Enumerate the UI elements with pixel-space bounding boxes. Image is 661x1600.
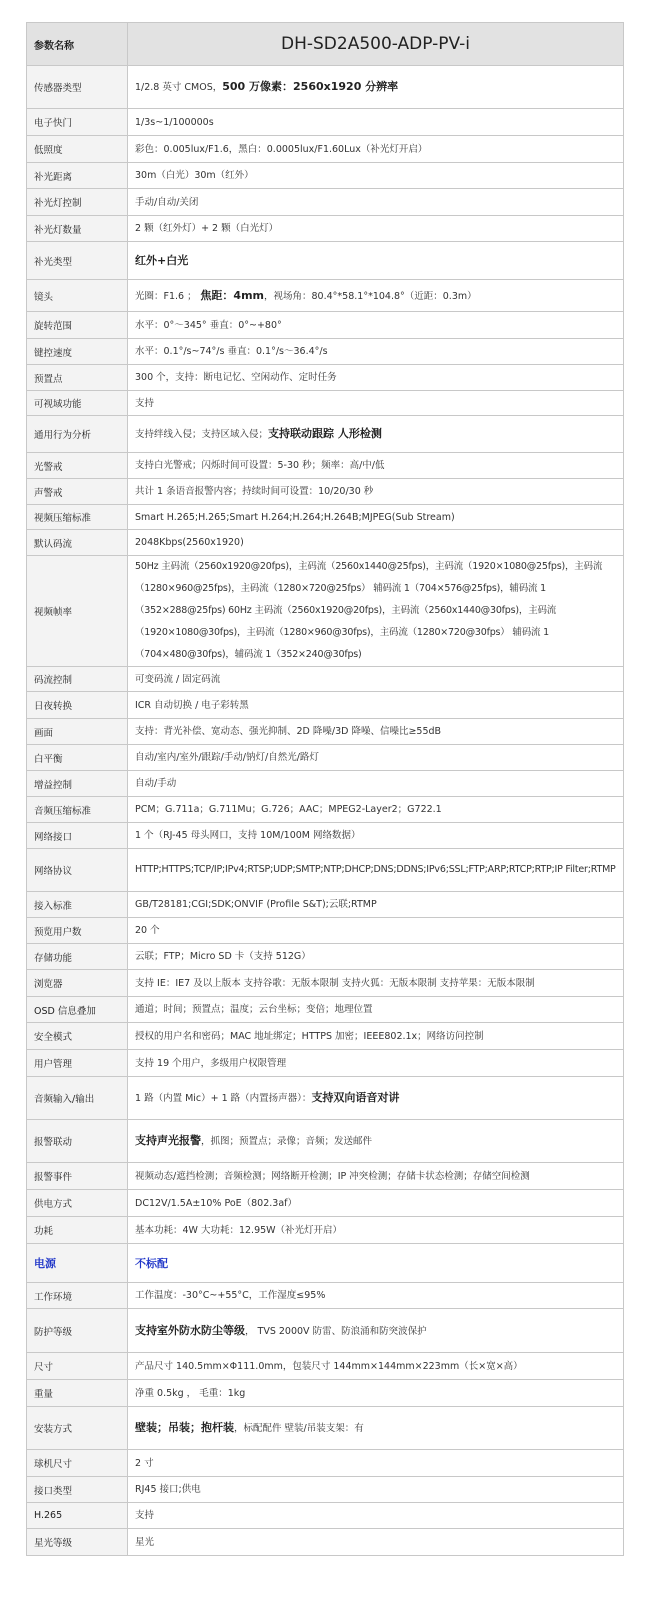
spec-label: 传感器类型 [27, 66, 128, 109]
table-row [27, 479, 624, 505]
spec-value [128, 479, 624, 505]
spec-value [128, 365, 624, 391]
spec-value-text: Smart H.265;H.265;Smart H.264;H.264;H.264B;MJPEG(Sub Stream) [135, 511, 455, 523]
spec-value-emphasis: 支持室外防水防尘等级 [135, 1323, 245, 1337]
spec-label: 安全模式 [27, 1023, 128, 1050]
table-row [27, 823, 624, 849]
table-row [27, 771, 624, 797]
spec-label: 默认码流 [27, 530, 128, 556]
spec-value [128, 530, 624, 556]
table-row [27, 1120, 624, 1163]
spec-value-text: ， TVS 2000V 防雷、防浪涌和防突波保护 [245, 1325, 427, 1337]
spec-value-text: GB/T28181;CGI;SDK;ONVIF (Profile S&T);云联;RTMP [135, 899, 377, 910]
spec-value [128, 1217, 624, 1244]
spec-value [128, 1309, 624, 1353]
spec-value [128, 892, 624, 918]
table-row [27, 1407, 624, 1450]
spec-value [128, 1023, 624, 1050]
spec-label: 浏览器 [27, 970, 128, 997]
spec-value-emphasis: 壁装；吊装；抱杆装 [135, 1421, 234, 1434]
spec-value-emphasis: 红外+白光 [135, 253, 189, 267]
table-row [27, 745, 624, 771]
spec-value [128, 1407, 624, 1450]
spec-value-text: 1 个（RJ-45 母头网口，支持 10M/100M 网络数据） [135, 830, 361, 841]
table-row [27, 365, 624, 391]
spec-label: 通用行为分析 [27, 416, 128, 453]
spec-value [128, 189, 624, 216]
spec-value [128, 997, 624, 1023]
spec-value [128, 1353, 624, 1380]
spec-label: 可视域功能 [27, 391, 128, 416]
spec-value-text: 不标配 [135, 1256, 168, 1270]
table-row [27, 1023, 624, 1050]
table-row [27, 1244, 624, 1283]
spec-value [128, 312, 624, 339]
spec-value [128, 1450, 624, 1477]
table-row [27, 391, 624, 416]
table-row [27, 970, 624, 997]
spec-value-text: 基本功耗：4W 大功耗：12.95W（补光灯开启） [135, 1224, 343, 1236]
spec-label: H.265 [27, 1503, 128, 1529]
table-row [27, 416, 624, 453]
spec-label: 尺寸 [27, 1353, 128, 1380]
spec-value-text: 2 寸 [135, 1457, 154, 1469]
table-row [27, 505, 624, 530]
spec-value-text: PCM；G.711a；G.711Mu；G.726；AAC；MPEG2-Layer2；G722.1 [135, 804, 442, 815]
spec-label: 预置点 [27, 365, 128, 391]
spec-label: 重量 [27, 1380, 128, 1407]
spec-value-text: 支持 IE：IE7 及以上版本 支持谷歌：无版本限制 支持火狐：无版本限制 支持苹果：无版本限制 [135, 977, 535, 989]
spec-label: 键控速度 [27, 339, 128, 365]
spec-value [128, 797, 624, 823]
spec-label: 光警戒 [27, 453, 128, 479]
spec-value [128, 1244, 624, 1283]
spec-label: 补光类型 [27, 242, 128, 280]
table-row [27, 280, 624, 312]
model-title: DH-SD2A500-ADP-PV-i [128, 23, 624, 66]
spec-value-text: HTTP;HTTPS;TCP/IP;IPv4;RTSP;UDP;SMTP;NTP;DHCP;DNS;DDNS;IPv6;SSL;FTP;ARP;RTCP;RTP;IP Filter;RTMP [135, 864, 616, 875]
spec-value-text: 支持：背光补偿、宽动态、强光抑制、2D 降噪/3D 降噪、信噪比≥55dB [135, 726, 442, 737]
spec-label: 防护等级 [27, 1309, 128, 1353]
spec-value-text: 水平：0°～345° 垂直：0°~+80° [135, 319, 282, 331]
spec-value-text: 1/2.8 英寸 CMOS， [135, 82, 223, 93]
spec-label: 日夜转换 [27, 692, 128, 719]
spec-value-text: 支持 [135, 1510, 155, 1521]
table-row [27, 1503, 624, 1529]
table-row [27, 242, 624, 280]
table-row [27, 312, 624, 339]
table-row [27, 109, 624, 136]
table-row [27, 1077, 624, 1120]
spec-value [128, 109, 624, 136]
spec-label: 接口类型 [27, 1477, 128, 1503]
spec-value [128, 1283, 624, 1309]
table-row [27, 918, 624, 944]
table-row [27, 453, 624, 479]
spec-label: 音频输入/输出 [27, 1077, 128, 1120]
spec-value-text: 光圈：F1.6 ； [135, 290, 197, 302]
spec-value-text: 水平：0.1°/s~74°/s 垂直：0.1°/s～36.4°/s [135, 346, 328, 357]
spec-value-emphasis: 500 万像素：2560x1920 分辨率 [222, 80, 399, 93]
table-row [27, 1529, 624, 1556]
spec-value-text: 净重 0.5kg ， 毛重：1kg [135, 1387, 246, 1399]
spec-value-text: 云联；FTP；Micro SD 卡（支持 512G） [135, 951, 311, 962]
table-row [27, 1450, 624, 1477]
spec-value [128, 163, 624, 189]
spec-value-emphasis: 支持联动跟踪 人形检测 [268, 427, 382, 440]
spec-value [128, 453, 624, 479]
table-row [27, 1163, 624, 1190]
table-row [27, 1309, 624, 1353]
spec-value-text: 支持绊线入侵；支持区域入侵； [135, 429, 269, 440]
table-row [27, 1353, 624, 1380]
spec-value-text: 2048Kbps(2560x1920) [135, 537, 244, 548]
spec-value [128, 823, 624, 849]
spec-value-text: 1 路（内置 Mic）+ 1 路（内置扬声器）： [135, 1093, 312, 1104]
spec-value [128, 970, 624, 997]
spec-value-text: 自动/手动 [135, 778, 177, 789]
spec-label: 报警联动 [27, 1120, 128, 1163]
spec-label: 增益控制 [27, 771, 128, 797]
table-row [27, 692, 624, 719]
spec-label: 电子快门 [27, 109, 128, 136]
spec-value-text: 支持 [135, 397, 155, 409]
spec-value [128, 1380, 624, 1407]
table-row [27, 216, 624, 242]
table-row [27, 892, 624, 918]
spec-label: 画面 [27, 719, 128, 745]
spec-value-emphasis: 支持双向语音对讲 [311, 1091, 400, 1104]
spec-value [128, 216, 624, 242]
table-row [27, 667, 624, 692]
table-row [27, 1380, 624, 1407]
spec-value [128, 242, 624, 280]
spec-label: 镜头 [27, 280, 128, 312]
spec-value-text: 30m（白光）30m（红外） [135, 170, 254, 181]
spec-value-text: 20 个 [135, 925, 160, 936]
spec-label: 视频帧率 [27, 556, 128, 667]
spec-value-text: DC12V/1.5A±10% PoE（802.3af） [135, 1197, 298, 1209]
table-row [27, 944, 624, 970]
spec-value-text: ，标配配件 壁装/吊装支架：有 [234, 1423, 364, 1434]
spec-value-text: 1/3s~1/100000s [135, 116, 214, 128]
table-row [27, 797, 624, 823]
spec-value [128, 1120, 624, 1163]
table-row [27, 1190, 624, 1217]
table-row [27, 1283, 624, 1309]
spec-label: 低照度 [27, 136, 128, 163]
spec-table-body [27, 23, 624, 1556]
table-row [27, 556, 624, 667]
spec-value [128, 692, 624, 719]
spec-value-text: 可变码流 / 固定码流 [135, 673, 221, 685]
spec-label: 工作环境 [27, 1283, 128, 1309]
spec-value-text: 产品尺寸 140.5mm×Φ111.0mm，包装尺寸 144mm×144mm×223mm（长×宽×高） [135, 1360, 523, 1372]
spec-value [128, 745, 624, 771]
spec-value-text: ，视场角：80.4°*58.1°*104.8°（近距：0.3m） [264, 290, 477, 302]
spec-value [128, 66, 624, 109]
spec-value [128, 1477, 624, 1503]
spec-label: 用户管理 [27, 1050, 128, 1077]
spec-value-text: 50Hz 主码流（2560x1920@20fps)，主码流（2560x1440@25fps)，主码流（1920×1080@25fps)，主码流（1280×960@25fps)，主码流（1280×720@25fps） 辅码流 1（704×576@25fps)，辅码流 1（352×288@25fps) 60Hz 主码流（2560x1920@20fps)，主码流（2560x1440@30fps)，主码流（1920×1080@30fps)，主码流（1280×960@30fps)，主码流（1280×720@30fps） 辅码流 1（704×480@30fps)，辅码流 1（352×240@30fps) [135, 561, 603, 660]
spec-label: 星光等级 [27, 1529, 128, 1556]
spec-value [128, 719, 624, 745]
spec-value [128, 1190, 624, 1217]
spec-value [128, 667, 624, 692]
spec-value-text: ICR 自动切换 / 电子彩转黑 [135, 699, 249, 711]
spec-value [128, 1503, 624, 1529]
spec-label: 声警戒 [27, 479, 128, 505]
table-row [27, 1477, 624, 1503]
spec-value [128, 1077, 624, 1120]
spec-value [128, 391, 624, 416]
spec-value [128, 944, 624, 970]
spec-value [128, 849, 624, 892]
spec-value-emphasis: 焦距：4mm [196, 288, 265, 302]
spec-value [128, 505, 624, 530]
spec-label: 补光距离 [27, 163, 128, 189]
spec-value [128, 918, 624, 944]
spec-value [128, 1529, 624, 1556]
table-row [27, 1050, 624, 1077]
spec-value-emphasis: 支持声光报警 [135, 1134, 201, 1147]
spec-value-text: 共计 1 条语音报警内容；持续时间可设置：10/20/30 秒 [135, 486, 374, 497]
spec-value-text: RJ45 接口;供电 [135, 1484, 201, 1495]
spec-label: 报警事件 [27, 1163, 128, 1190]
table-row [27, 136, 624, 163]
table-row [27, 719, 624, 745]
spec-value [128, 136, 624, 163]
spec-value [128, 771, 624, 797]
spec-value-text: 支持 19 个用户，多级用户权限管理 [135, 1057, 287, 1069]
header-label: 参数名称 [27, 23, 128, 66]
table-row [27, 189, 624, 216]
spec-label: 预览用户数 [27, 918, 128, 944]
spec-label: 码流控制 [27, 667, 128, 692]
table-row [27, 66, 624, 109]
spec-value [128, 339, 624, 365]
spec-label: 白平衡 [27, 745, 128, 771]
spec-label: 功耗 [27, 1217, 128, 1244]
table-row [27, 339, 624, 365]
spec-value-text: 自动/室内/室外/跟踪/手动/钠灯/自然光/路灯 [135, 752, 319, 763]
spec-label: 供电方式 [27, 1190, 128, 1217]
spec-value-text: 视频动态/遮挡检测；音频检测；网络断开检测；IP 冲突检测；存储卡状态检测；存储空间检测 [135, 1170, 530, 1182]
spec-value-text: 手动/自动/关闭 [135, 196, 199, 208]
spec-value-text: 彩色：0.005lux/F1.6，黑白：0.0005lux/F1.60Lux（补光灯开启） [135, 143, 428, 155]
spec-label: 视频压缩标准 [27, 505, 128, 530]
spec-table [26, 22, 624, 1556]
spec-label: 网络协议 [27, 849, 128, 892]
spec-value [128, 556, 624, 667]
spec-value-text: ，抓图；预置点；录像；音频；发送邮件 [201, 1136, 373, 1147]
spec-label: 旋转范围 [27, 312, 128, 339]
table-row [27, 997, 624, 1023]
table-header-row [27, 23, 624, 66]
spec-label: 音频压缩标准 [27, 797, 128, 823]
spec-value-text: 工作温度：-30°C~+55°C，工作湿度≤95% [135, 1290, 326, 1301]
spec-label: 网络接口 [27, 823, 128, 849]
spec-label: 存储功能 [27, 944, 128, 970]
spec-value-text: 2 颗（红外灯）+ 2 颗（白光灯） [135, 223, 279, 234]
spec-label: 补光灯控制 [27, 189, 128, 216]
spec-label: 球机尺寸 [27, 1450, 128, 1477]
table-row [27, 163, 624, 189]
table-row [27, 849, 624, 892]
table-row [27, 1217, 624, 1244]
spec-value-text: 300 个，支持：断电记忆、空闲动作、定时任务 [135, 372, 337, 383]
spec-value-text: 支持白光警戒；闪烁时间可设置：5-30 秒；频率：高/中/低 [135, 460, 385, 471]
spec-value-text: 授权的用户名和密码；MAC 地址绑定；HTTPS 加密；IEEE802.1x；网络访问控制 [135, 1030, 484, 1042]
table-row [27, 530, 624, 556]
spec-value-text: 通道；时间；预置点；温度；云台坐标；变倍；地理位置 [135, 1004, 373, 1015]
spec-value-text: 星光 [135, 1536, 155, 1548]
spec-value [128, 1050, 624, 1077]
spec-label: 电源 [27, 1244, 128, 1283]
spec-value [128, 1163, 624, 1190]
spec-label: 安装方式 [27, 1407, 128, 1450]
spec-label: 补光灯数量 [27, 216, 128, 242]
spec-label: OSD 信息叠加 [27, 997, 128, 1023]
spec-label: 接入标准 [27, 892, 128, 918]
spec-value [128, 280, 624, 312]
spec-value [128, 416, 624, 453]
